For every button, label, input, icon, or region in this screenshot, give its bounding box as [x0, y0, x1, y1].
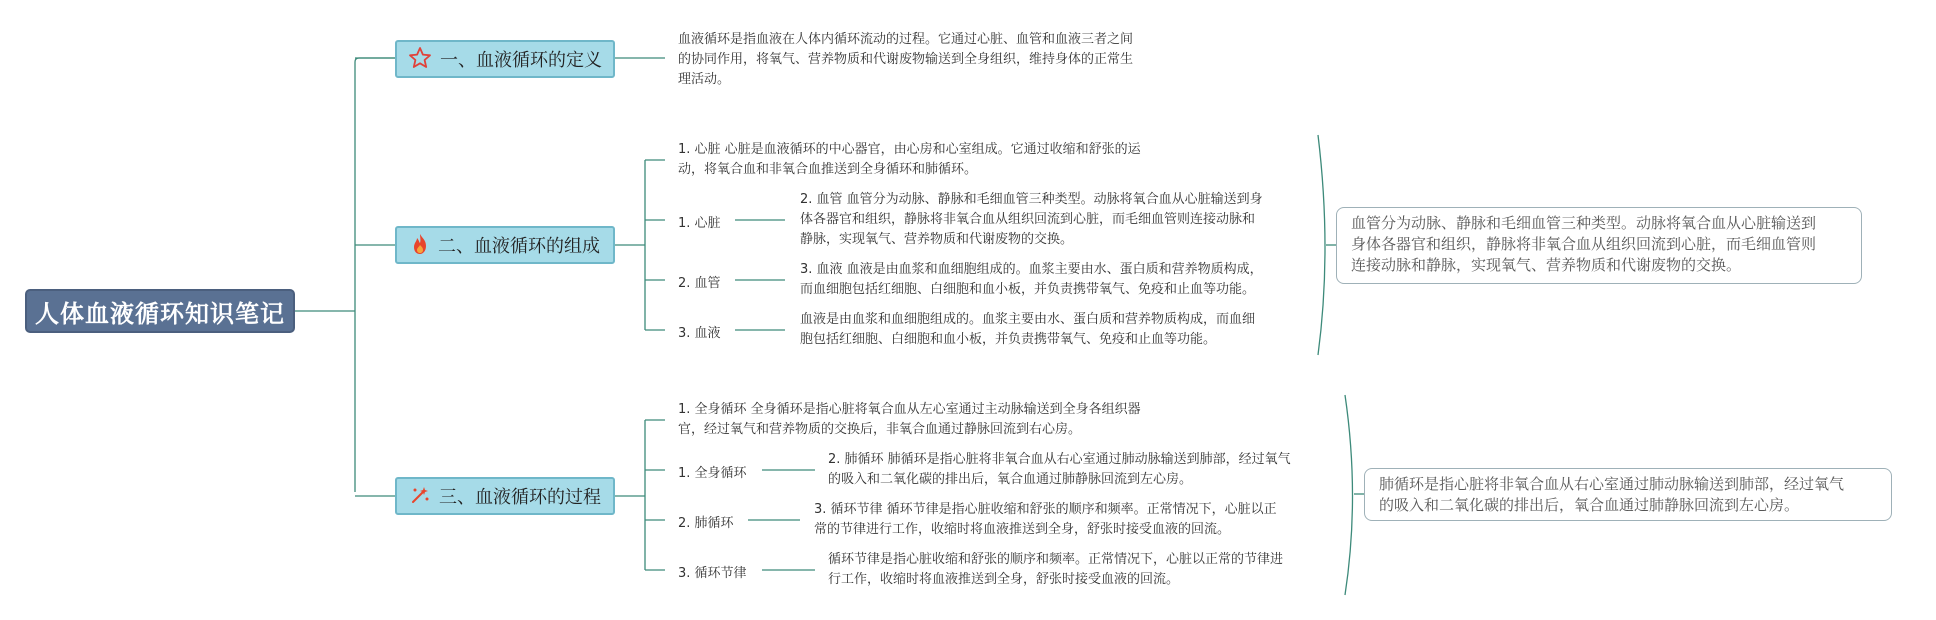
- root-node[interactable]: [25, 289, 295, 333]
- topic-process[interactable]: [395, 477, 615, 515]
- composition-top-text: 1. 心脏 心脏是血液循环的中心器官，由心房和心室组成。它通过收缩和舒张的运 动，将氧合血和非氧合血推送到全身循环和肺循环。: [678, 142, 1141, 177]
- process-item-rhythm-text: 循环节律是指心脏收缩和舒张的顺序和频率。正常情况下，心脏以正常的节律进 行工作，收缩时将血液推送到全身，舒张时接受血液的回流。: [828, 552, 1284, 587]
- composition-item-vessels-text: 3. 血液 血液是由血浆和血细胞组成的。血浆主要由水、蛋白质和营养物质构成， 而血细胞包括红细胞、白细胞和血小板，并负责携带氧气、免疫和止血等功能。: [800, 262, 1263, 297]
- topic-title: 三、血液循环的过程: [439, 487, 601, 508]
- definition-text: 血液循环是指血液在人体内循环流动的过程。它通过心脏、血管和血液三者之间 的协同作用，将氧气、营养物质和代谢废物输送到全身组织，维持身体的正常生 理活动。: [678, 32, 1134, 87]
- process-top-text: 1. 全身循环 全身循环是指心脏将氧合血从左心室通过主动脉输送到全身各组织器 官，经过氧气和营养物质的交换后，非氧合血通过静脉回流到右心房。: [678, 402, 1141, 437]
- topic-definition[interactable]: [395, 40, 615, 78]
- composition-callout: 血管分为动脉、静脉和毛细血管三种类型。动脉将氧合血从心脏输送到 身体各器官和组织，静脉将非氧合血从组织回流到心脏，而毛细血管则 连接动脉和静脉，实现氧气、营养物质和代谢废物的交换。: [1336, 207, 1862, 284]
- composition-item-blood-text: 血液是由血浆和血细胞组成的。血浆主要由水、蛋白质和营养物质构成，而血细 胞包括红细胞、白细胞和血小板，并负责携带氧气、免疫和止血等功能。: [800, 312, 1256, 347]
- composition-item-heart-text: 2. 血管 血管分为动脉、静脉和毛细血管三种类型。动脉将氧合血从心脏输送到身 体各器官和组织，静脉将非氧合血从组织回流到心脏，而毛细血管则连接动脉和 静脉，实现氧气、营养物质和代谢废物的交换。: [800, 192, 1263, 247]
- root-trunk: [355, 58, 395, 492]
- process-item-pulmonary[interactable]: 2. 肺循环: [678, 516, 734, 531]
- topic-composition[interactable]: [395, 226, 615, 264]
- composition-item-blood[interactable]: 3. 血液: [678, 326, 721, 341]
- star-icon: [408, 46, 432, 73]
- root-title: 人体血液循环知识笔记: [35, 299, 285, 328]
- sparkle-icon: [409, 484, 431, 509]
- process-item-pulmonary-text: 3. 循环节律 循环节律是指心脏收缩和舒张的顺序和频率。正常情况下，心脏以正 常的节律进行工作，收缩时将血液推送到全身，舒张时接受血液的回流。: [814, 502, 1277, 537]
- brace-topic2: [1318, 135, 1325, 355]
- process-item-systemic-text: 2. 肺循环 肺循环是指心脏将非氧合血从右心室通过肺动脉输送到肺部，经过氧气 的吸入和二氧化碳的排出后，氧合血通过肺静脉回流到左心房。: [828, 452, 1291, 487]
- flame-icon: [410, 233, 430, 258]
- process-item-rhythm[interactable]: 3. 循环节律: [678, 566, 747, 581]
- brace-topic3: [1345, 395, 1353, 595]
- topic-title: 一、血液循环的定义: [440, 50, 602, 71]
- process-callout: 肺循环是指心脏将非氧合血从右心室通过肺动脉输送到肺部，经过氧气 的吸入和二氧化碳的排出后，氧合血通过肺静脉回流到左心房。: [1364, 468, 1892, 521]
- topic-title: 二、血液循环的组成: [438, 236, 600, 257]
- composition-item-vessels[interactable]: 2. 血管: [678, 276, 721, 291]
- process-item-systemic[interactable]: 1. 全身循环: [678, 466, 747, 481]
- composition-item-heart[interactable]: 1. 心脏: [678, 216, 721, 231]
